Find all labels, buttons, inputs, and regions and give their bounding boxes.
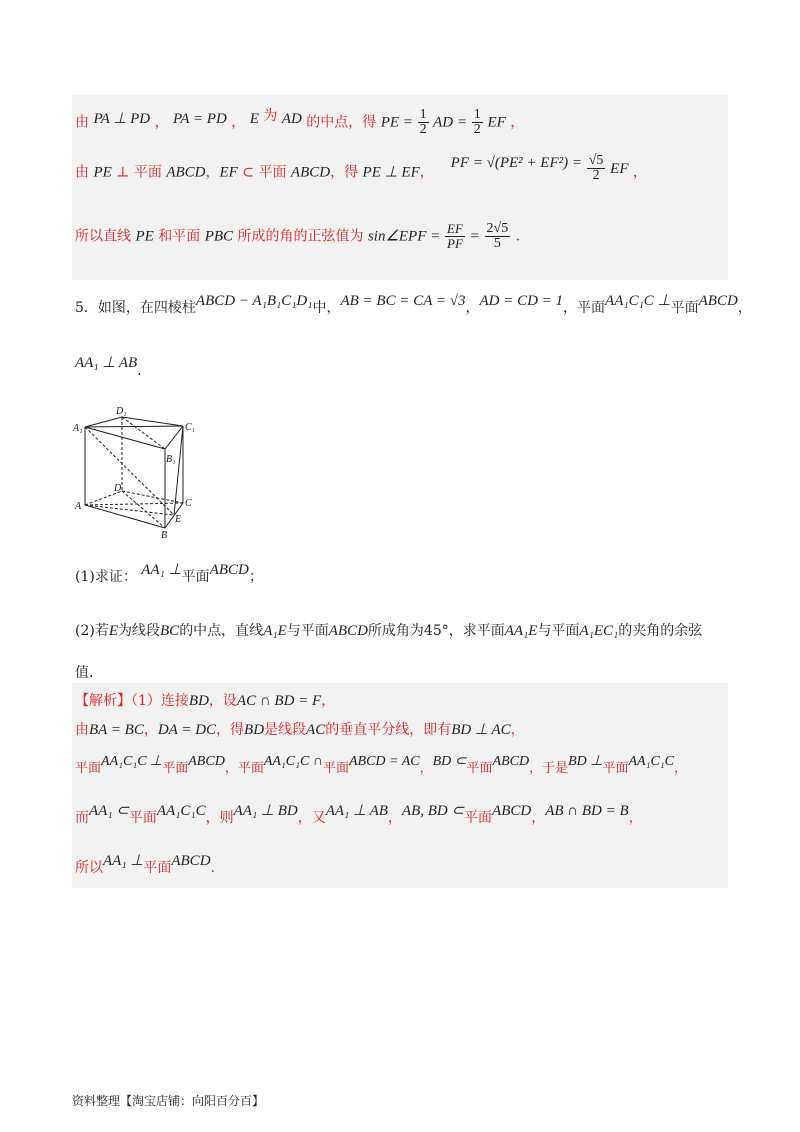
label-E: E — [175, 514, 182, 525]
math: PA ⊥ PD — [93, 110, 151, 127]
math: PBC — [204, 228, 234, 245]
math: AD = — [429, 114, 471, 131]
math: BA = BC — [89, 722, 144, 738]
text: 平面 — [466, 761, 493, 776]
text: ，得 — [330, 164, 363, 181]
text: ，又 — [297, 810, 326, 826]
text: 与平面 — [537, 623, 580, 639]
denominator: 2 — [419, 122, 427, 137]
math: AA₁C₁C ⊥ — [101, 754, 163, 769]
text: ⊥ 平面 — [111, 164, 167, 181]
math: A₁EC₁ — [579, 623, 619, 639]
math: AA₁ ⊥ BD — [233, 803, 298, 819]
math: ABCD — [166, 164, 206, 181]
text: ， — [205, 164, 220, 181]
text: 【解析】（1）连接 — [75, 693, 189, 709]
label-D1: D₁ — [116, 406, 127, 417]
text: ，平面 — [563, 300, 606, 316]
math: BD ⊂ — [432, 754, 467, 769]
text: 平面 — [181, 569, 210, 585]
math: AA₁ ⊥ — [103, 853, 144, 869]
text: ，得 — [216, 722, 245, 738]
text: 的中点，得 — [306, 114, 377, 131]
math: E — [108, 623, 119, 639]
label-B1: B₁ — [166, 454, 176, 465]
text: 的中点，直线 — [179, 623, 264, 639]
solution-line-3 — [75, 754, 688, 777]
math: BD — [188, 693, 209, 709]
text: (1)求证： — [75, 569, 137, 585]
text: 和平面 — [153, 228, 205, 245]
solution-line-5 — [75, 853, 215, 877]
text: ，则 — [205, 810, 234, 826]
math: A₁E — [263, 623, 287, 639]
math: PE ⊥ EF — [362, 164, 420, 181]
fraction — [485, 222, 511, 251]
fraction — [472, 108, 483, 137]
math: AB, BD ⊂ — [401, 803, 465, 819]
denominator: PF — [447, 236, 463, 251]
text: 由 — [75, 114, 89, 131]
label-C1: C₁ — [185, 422, 196, 433]
question-2 — [75, 620, 702, 640]
math: AC ∩ BD = F — [236, 693, 322, 709]
text: 所以直线 — [75, 228, 136, 245]
math: AA₁ ⊂ — [89, 803, 129, 819]
solution-line-1 — [75, 690, 335, 710]
text: ， — [737, 300, 752, 316]
text: 与平面 — [286, 623, 329, 639]
solution-line-4 — [75, 803, 643, 827]
denominator: 2 — [592, 168, 600, 183]
math: EF — [219, 164, 238, 181]
text: ， — [510, 722, 525, 738]
text: 平面 — [128, 810, 157, 826]
denominator: 5 — [493, 236, 501, 251]
math: ABCD — [188, 754, 225, 769]
text: ， — [531, 810, 546, 826]
text: ，平面 — [224, 761, 264, 776]
math: ABCD — [209, 562, 249, 578]
text: ， — [143, 722, 158, 738]
text: 而 — [75, 810, 89, 826]
fraction — [418, 108, 429, 137]
math: ABCD — [492, 754, 530, 769]
text: . — [515, 228, 521, 245]
prev-line-3 — [75, 222, 520, 251]
text: 平面 — [143, 860, 172, 876]
question-2-cont — [75, 662, 93, 682]
text: 值. — [75, 665, 94, 681]
text: ； — [248, 569, 263, 585]
solution-line-2 — [75, 719, 525, 739]
math: AA₁ ⊥ — [141, 562, 182, 578]
math: BD ⊥ — [568, 754, 603, 769]
math: EF — [606, 160, 629, 177]
label-D: D — [114, 483, 122, 494]
text: 平面 — [670, 300, 699, 316]
math: AA₁ ⊥ AB — [325, 803, 388, 819]
math: BD — [244, 722, 265, 738]
prev-line-1 — [75, 108, 524, 137]
text: ， — [465, 300, 480, 316]
text: 5．如图，在四棱柱 — [75, 300, 196, 316]
text: 平面 — [322, 761, 349, 776]
text: 为 — [263, 107, 278, 124]
question-1 — [75, 562, 263, 586]
math: sin∠EPF = — [367, 228, 444, 245]
math: AB = BC = CA = √3 — [340, 293, 466, 309]
label-A1: A₁ — [73, 423, 83, 434]
math: PF = √(PE² + EF²) = — [450, 154, 586, 171]
math: ABCD — [328, 623, 368, 639]
text: ， — [419, 761, 433, 776]
text: ，设 — [208, 693, 237, 709]
math: AD — [281, 110, 302, 127]
math: AC — [306, 722, 326, 738]
prev-line-2 — [75, 153, 647, 187]
math: AA₁C₁C — [156, 803, 206, 819]
text: 是线段 — [264, 722, 307, 738]
text: ，于是 — [529, 761, 569, 776]
text: 所成的角的正弦值为 — [233, 228, 364, 245]
text: . — [137, 363, 142, 379]
math: DA = DC — [157, 722, 217, 738]
text: ， — [321, 693, 336, 709]
math: ABCD = AC — [348, 754, 420, 769]
math: ABCD — [290, 164, 331, 181]
numerator: √5 — [588, 153, 604, 168]
footer-note: 资料整理【淘宝店铺：向阳百分百】 — [72, 1094, 265, 1108]
problem-line-1 — [75, 293, 752, 317]
problem-line-2 — [75, 353, 142, 379]
text: . — [210, 860, 215, 876]
math: BC — [160, 623, 180, 639]
text: 平面 — [602, 761, 629, 776]
numerator: 1 — [473, 107, 481, 122]
math: AA₁C₁C ⊥ — [605, 293, 671, 309]
text: ⊂ 平面 — [237, 164, 291, 181]
math: ABCD − A₁B₁C₁D₁ — [195, 293, 313, 309]
math: E — [249, 110, 259, 127]
math: AA₁C₁C ∩ — [263, 754, 323, 769]
text: 平面 — [464, 810, 493, 826]
text: ， — [674, 761, 688, 776]
fraction — [445, 222, 465, 251]
numerator: 2√5 — [486, 221, 509, 236]
math: AA₁E — [504, 623, 538, 639]
math: ABCD — [492, 803, 532, 819]
label-C: C — [185, 498, 192, 509]
text: 中， — [312, 300, 341, 316]
math: ABCD — [698, 293, 738, 309]
text: ， — [632, 164, 647, 181]
label-B: B — [161, 530, 168, 540]
math: PE — [93, 164, 112, 181]
text: ， — [419, 164, 434, 181]
text: (2)若 — [75, 623, 109, 639]
math: BD ⊥ AC — [451, 722, 511, 738]
text: 平面 — [75, 761, 102, 776]
text: 所成角为45°，求平面 — [367, 623, 505, 639]
denominator: 2 — [473, 122, 481, 137]
numerator: EF — [447, 221, 463, 236]
text: ， — [628, 810, 643, 826]
text: 的垂直平分线，即有 — [325, 722, 452, 738]
text: ， — [154, 114, 169, 131]
numerator: 1 — [419, 107, 427, 122]
math: EF — [483, 114, 506, 131]
math: AD = CD = 1 — [479, 293, 564, 309]
label-A: A — [75, 501, 82, 512]
text: 为线段 — [118, 623, 161, 639]
prism-figure — [70, 405, 200, 540]
text: 由 — [75, 164, 94, 181]
text: 由 — [75, 722, 89, 738]
math: PE — [135, 228, 154, 245]
math: AA₁C₁C — [628, 754, 675, 769]
math: PE = — [380, 114, 417, 131]
math: = — [465, 228, 484, 245]
fraction — [587, 154, 606, 183]
math: PA = PD — [173, 110, 227, 127]
math: ABCD — [171, 853, 211, 869]
math: AB ∩ BD = B — [545, 803, 629, 819]
text: ， — [231, 114, 246, 131]
text: 的夹角的余弦 — [618, 623, 703, 639]
text: 平面 — [162, 761, 189, 776]
text: ， — [387, 810, 402, 826]
text: ， — [510, 114, 525, 131]
math: AA₁ ⊥ AB — [75, 355, 138, 371]
text: 所以 — [75, 860, 103, 876]
